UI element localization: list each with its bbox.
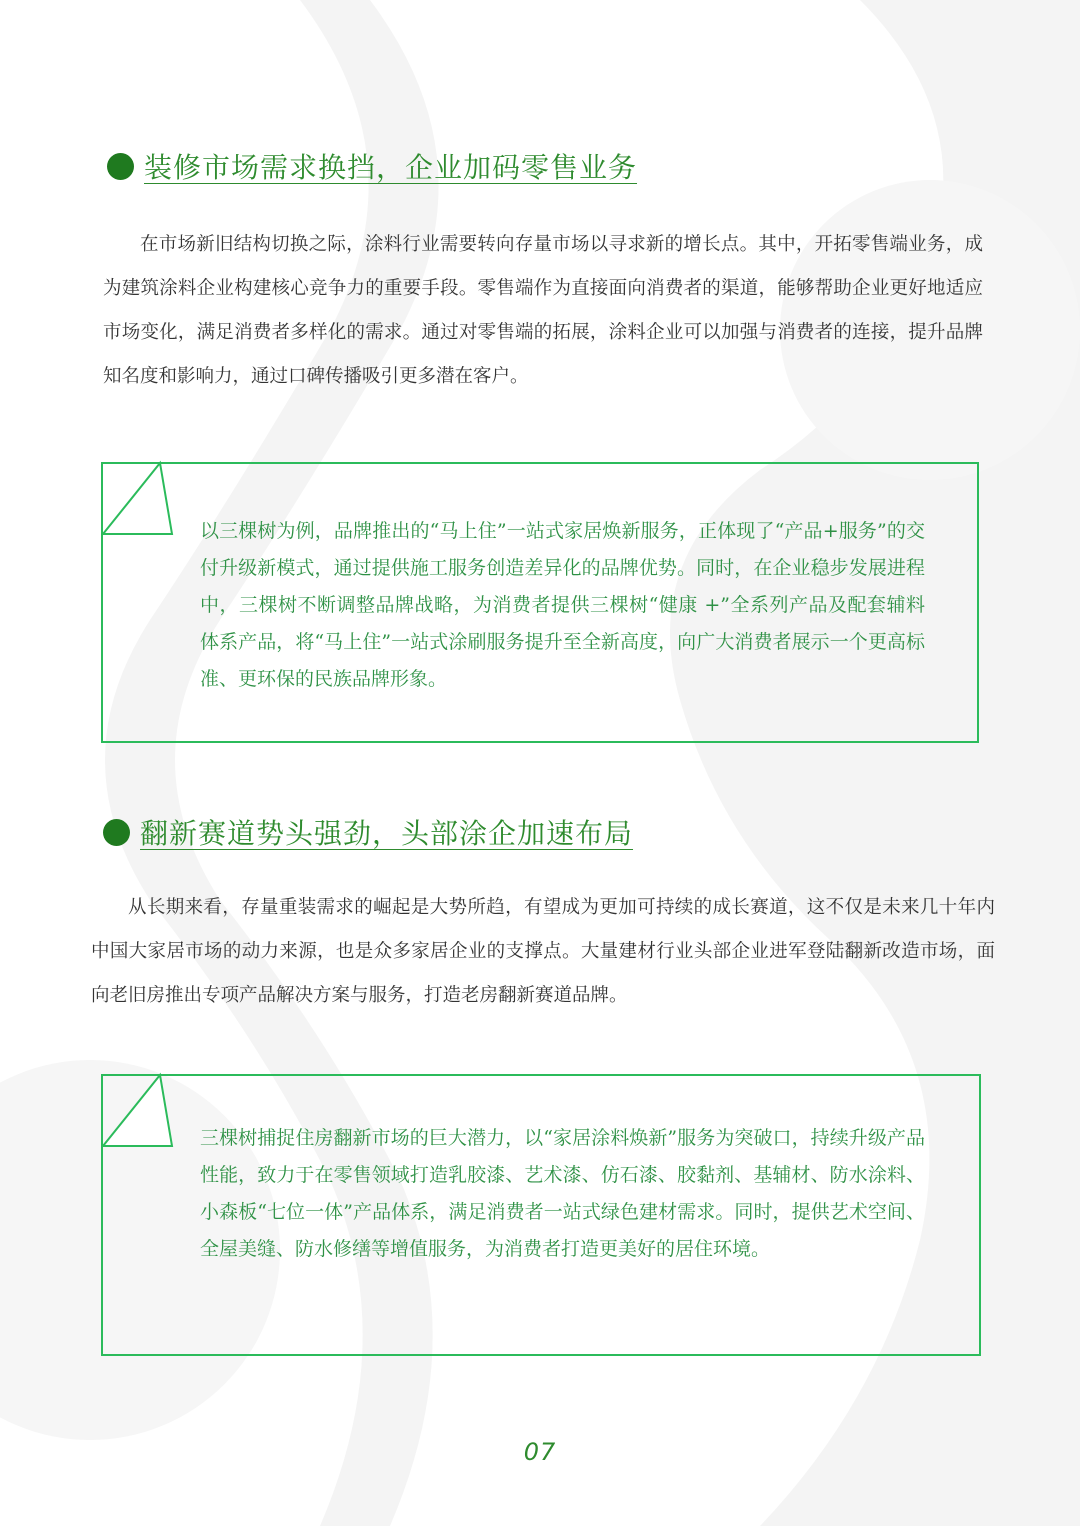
callout-triangle-icon: [100, 1072, 180, 1152]
section2-title: 翻新赛道势头强劲，头部涂企加速布局: [140, 817, 634, 850]
section2-paragraph: 从长期来看，存量重装需求的崛起是大势所趋，有望成为更加可持续的成长赛道，这不仅是未来几十年内中国大家居市场的动力来源，也是众多家居企业的支撑点。大量建材行业头部企业进军登陆翻新改造市场，面向老旧房推出专项产品解决方案与服务，打造老房翻新赛道品牌。: [91, 897, 995, 1006]
section1-heading: [107, 146, 637, 186]
bullet-dot-icon: [103, 819, 130, 846]
callout-triangle-icon: [100, 460, 180, 540]
section2-heading: [103, 812, 633, 852]
section1-paragraph: 在市场新旧结构切换之际，涂料行业需要转向存量市场以寻求新的增长点。其中，开拓零售端业务，成为建筑涂料企业构建核心竞争力的重要手段。零售端作为直接面向消费者的渠道，能够帮助企业更好地适应市场变化，满足消费者多样化的需求。通过对零售端的拓展，涂料企业可以加强与消费者的连接，提升品牌知名度和影响力，通过口碑传播吸引更多潜在客户。: [103, 234, 983, 387]
section1-callout-text: 以三棵树为例，品牌推出的“马上住”一站式家居焕新服务，正体现了“产品+服务”的交付升级新模式，通过提供施工服务创造差异化的品牌优势。同时，在企业稳步发展进程中，三棵树不断调整品牌战略，为消费者提供三棵树“健康 +”全系列产品及配套辅料体系产品，将“马上住”一站式涂刷服务提升至全新高度，向广大消费者展示一个更高标准、更环保的民族品牌形象。: [200, 520, 925, 690]
page-number: 07: [523, 1438, 557, 1466]
section2-callout-text: 三棵树捕捉住房翻新市场的巨大潜力，以“家居涂料焕新”服务为突破口，持续升级产品性能，致力于在零售领域打造乳胶漆、艺术漆、仿石漆、胶黏剂、基辅材、防水涂料、小森板“七位一体”产品体系，满足消费者一站式绿色建材需求。同时，提供艺术空间、全屋美缝、防水修缮等增值服务，为消费者打造更美好的居住环境。: [200, 1127, 925, 1260]
section1-title: 装修市场需求换挡，企业加码零售业务: [144, 151, 638, 184]
bullet-dot-icon: [107, 153, 134, 180]
